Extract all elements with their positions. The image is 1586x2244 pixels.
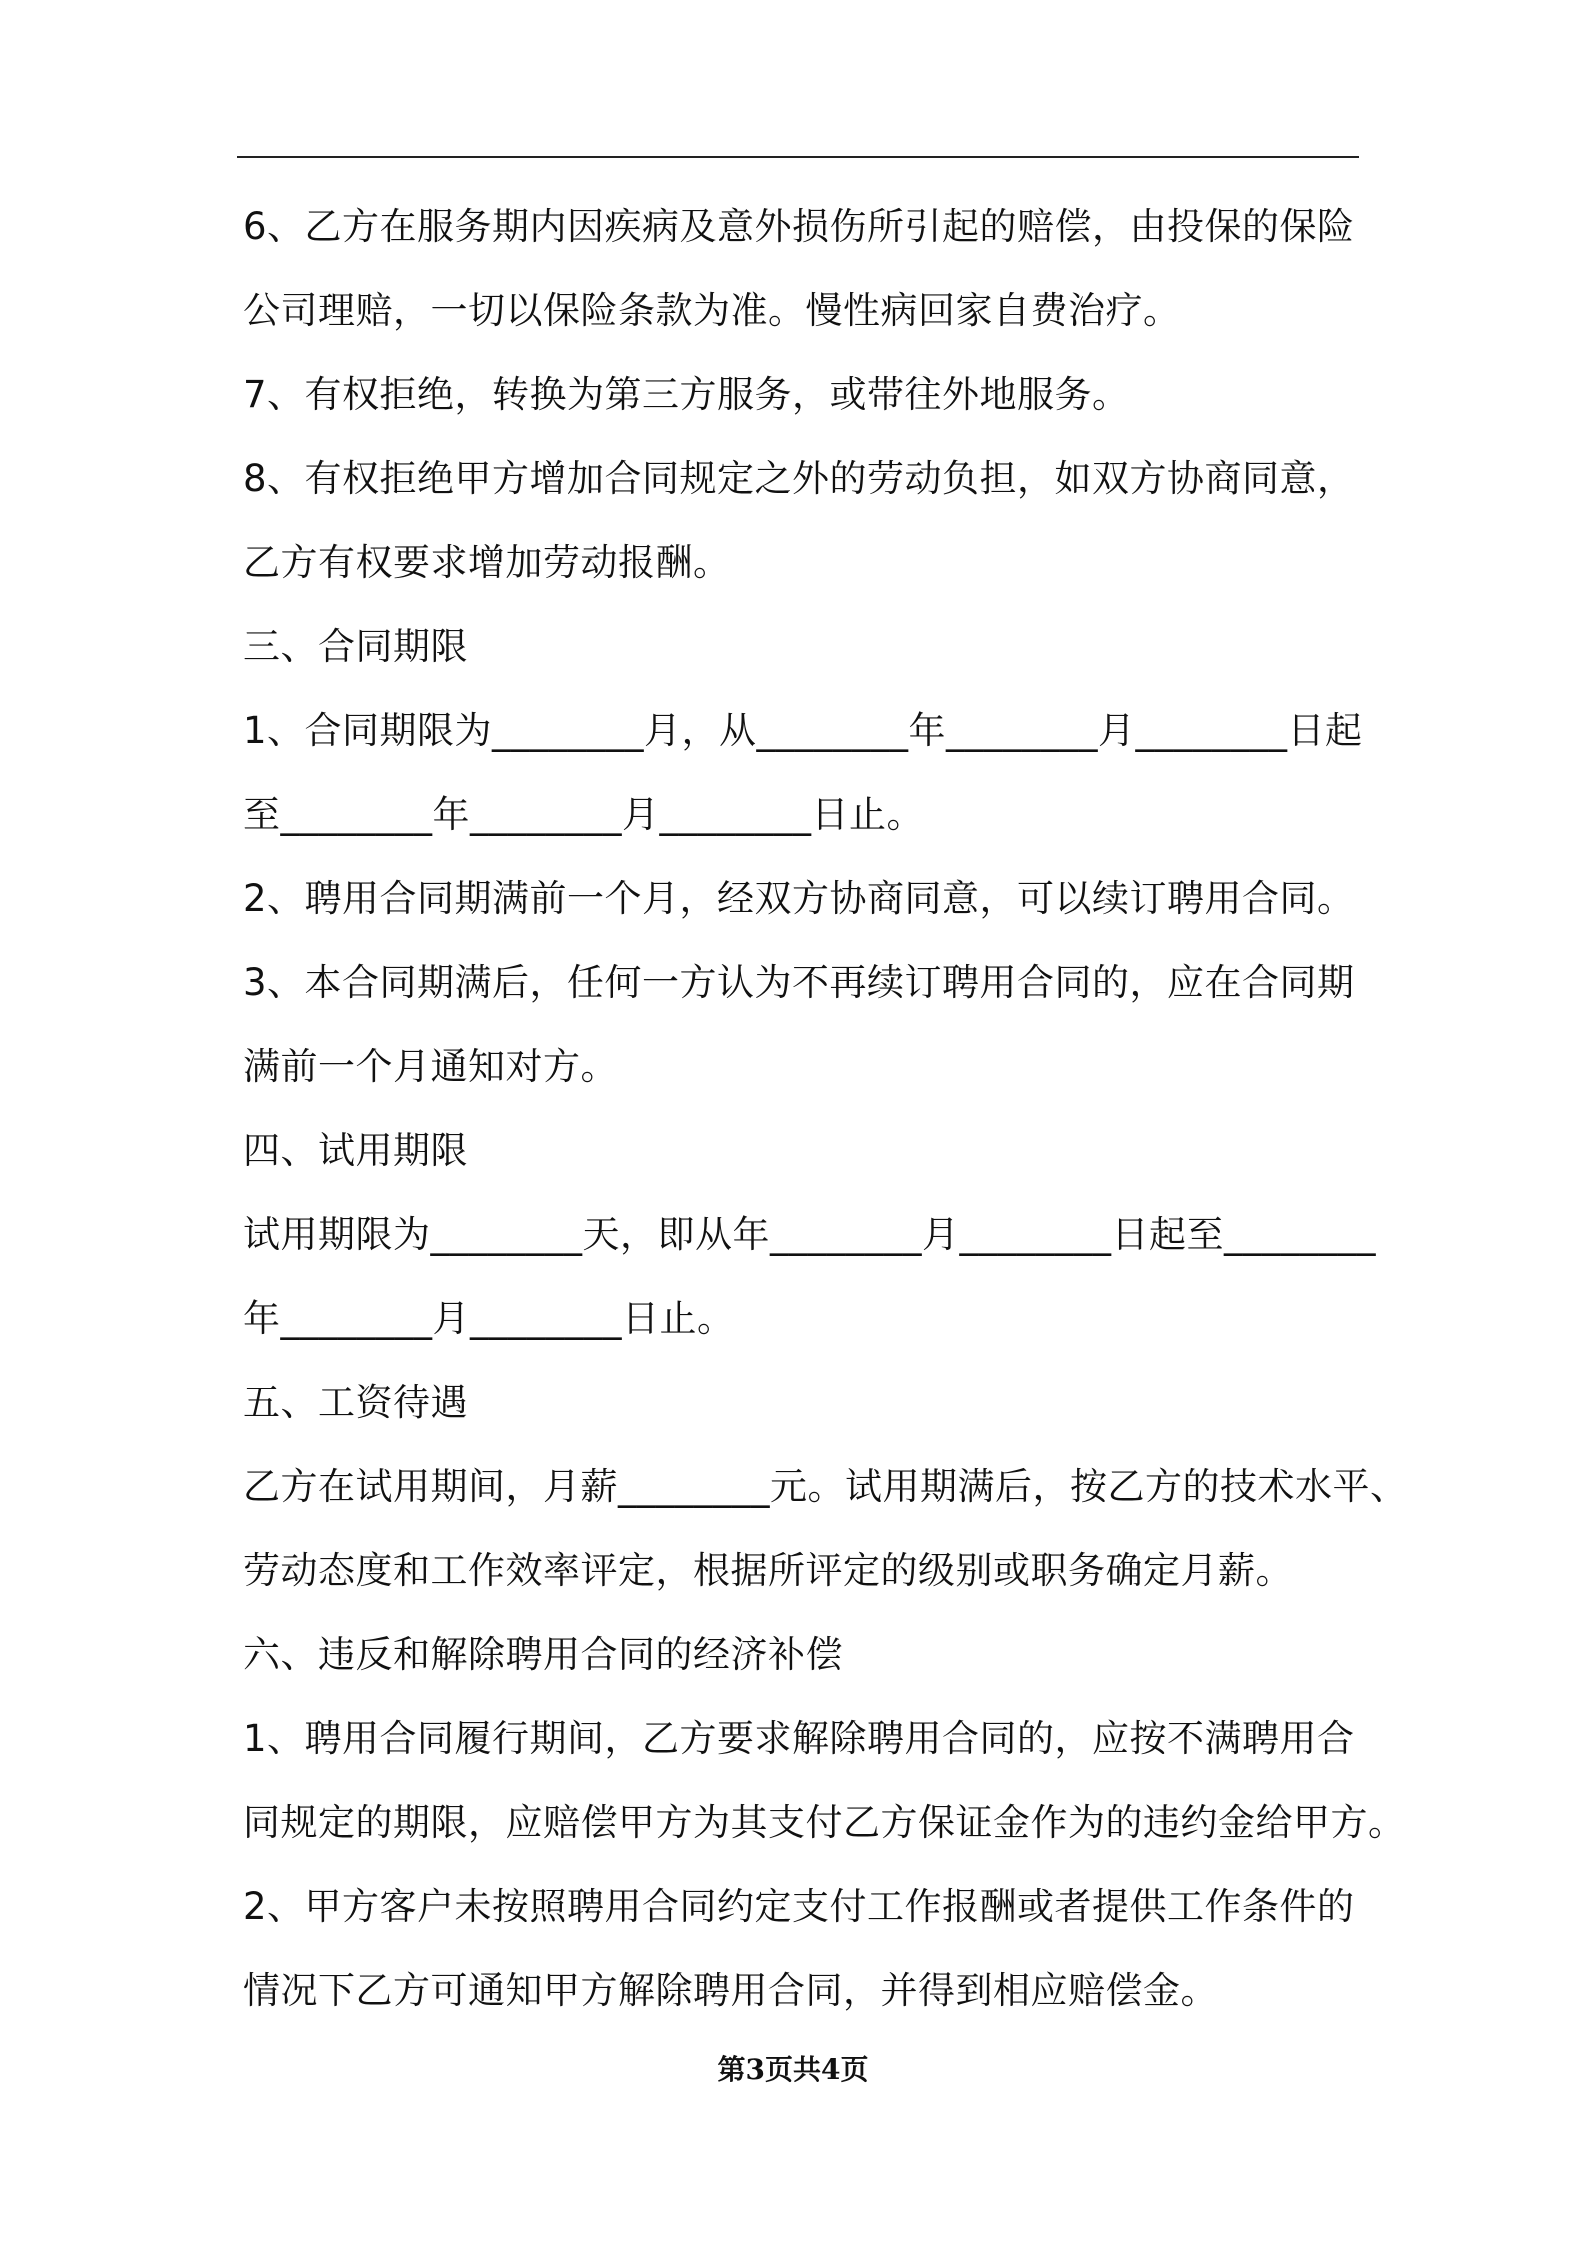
text-line: 试用期限为________天，即从年________月________日起至________ (243, 1213, 1376, 1256)
section-heading: 五、工资待遇 (243, 1381, 468, 1424)
page-number: 第3页共4页 (717, 2053, 869, 2086)
text-line: 8、有权拒绝甲方增加合同规定之外的劳动负担，如双方协商同意， (243, 457, 1355, 500)
text-line: 乙方有权要求增加劳动报酬。 (243, 541, 731, 584)
header-rule (237, 156, 1359, 158)
text-line: 3、本合同期满后，任何一方认为不再续订聘用合同的，应在合同期 (243, 961, 1355, 1004)
text-line: 公司理赔，一切以保险条款为准。慢性病回家自费治疗。 (243, 289, 1181, 332)
text-line: 6、乙方在服务期内因疾病及意外损伤所引起的赔偿，由投保的保险 (243, 205, 1355, 248)
section-heading: 三、合同期限 (243, 625, 468, 668)
text-line: 满前一个月通知对方。 (243, 1045, 618, 1088)
section-heading: 四、试用期限 (243, 1129, 468, 1172)
text-line: 情况下乙方可通知甲方解除聘用合同，并得到相应赔偿金。 (243, 1969, 1218, 2012)
text-line: 1、合同期限为________月，从________年________月________日起 (243, 709, 1363, 752)
text-line: 7、有权拒绝，转换为第三方服务，或带往外地服务。 (243, 373, 1130, 416)
text-line: 2、甲方客户未按照聘用合同约定支付工作报酬或者提供工作条件的 (243, 1885, 1355, 1928)
text-line: 乙方在试用期间，月薪________元。试用期满后，按乙方的技术水平、 (243, 1465, 1408, 1508)
text-line: 至________年________月________日止。 (243, 793, 924, 836)
text-line: 2、聘用合同期满前一个月，经双方协商同意，可以续订聘用合同。 (243, 877, 1355, 920)
text-line: 劳动态度和工作效率评定，根据所评定的级别或职务确定月薪。 (243, 1549, 1293, 1592)
section-heading: 六、违反和解除聘用合同的经济补偿 (243, 1633, 843, 1676)
text-line: 1、聘用合同履行期间，乙方要求解除聘用合同的，应按不满聘用合 (243, 1717, 1355, 1760)
document-body (243, 185, 1408, 2033)
text-line: 同规定的期限，应赔偿甲方为其支付乙方保证金作为的违约金给甲方。 (243, 1801, 1406, 1844)
text-line: 年________月________日止。 (243, 1297, 735, 1340)
